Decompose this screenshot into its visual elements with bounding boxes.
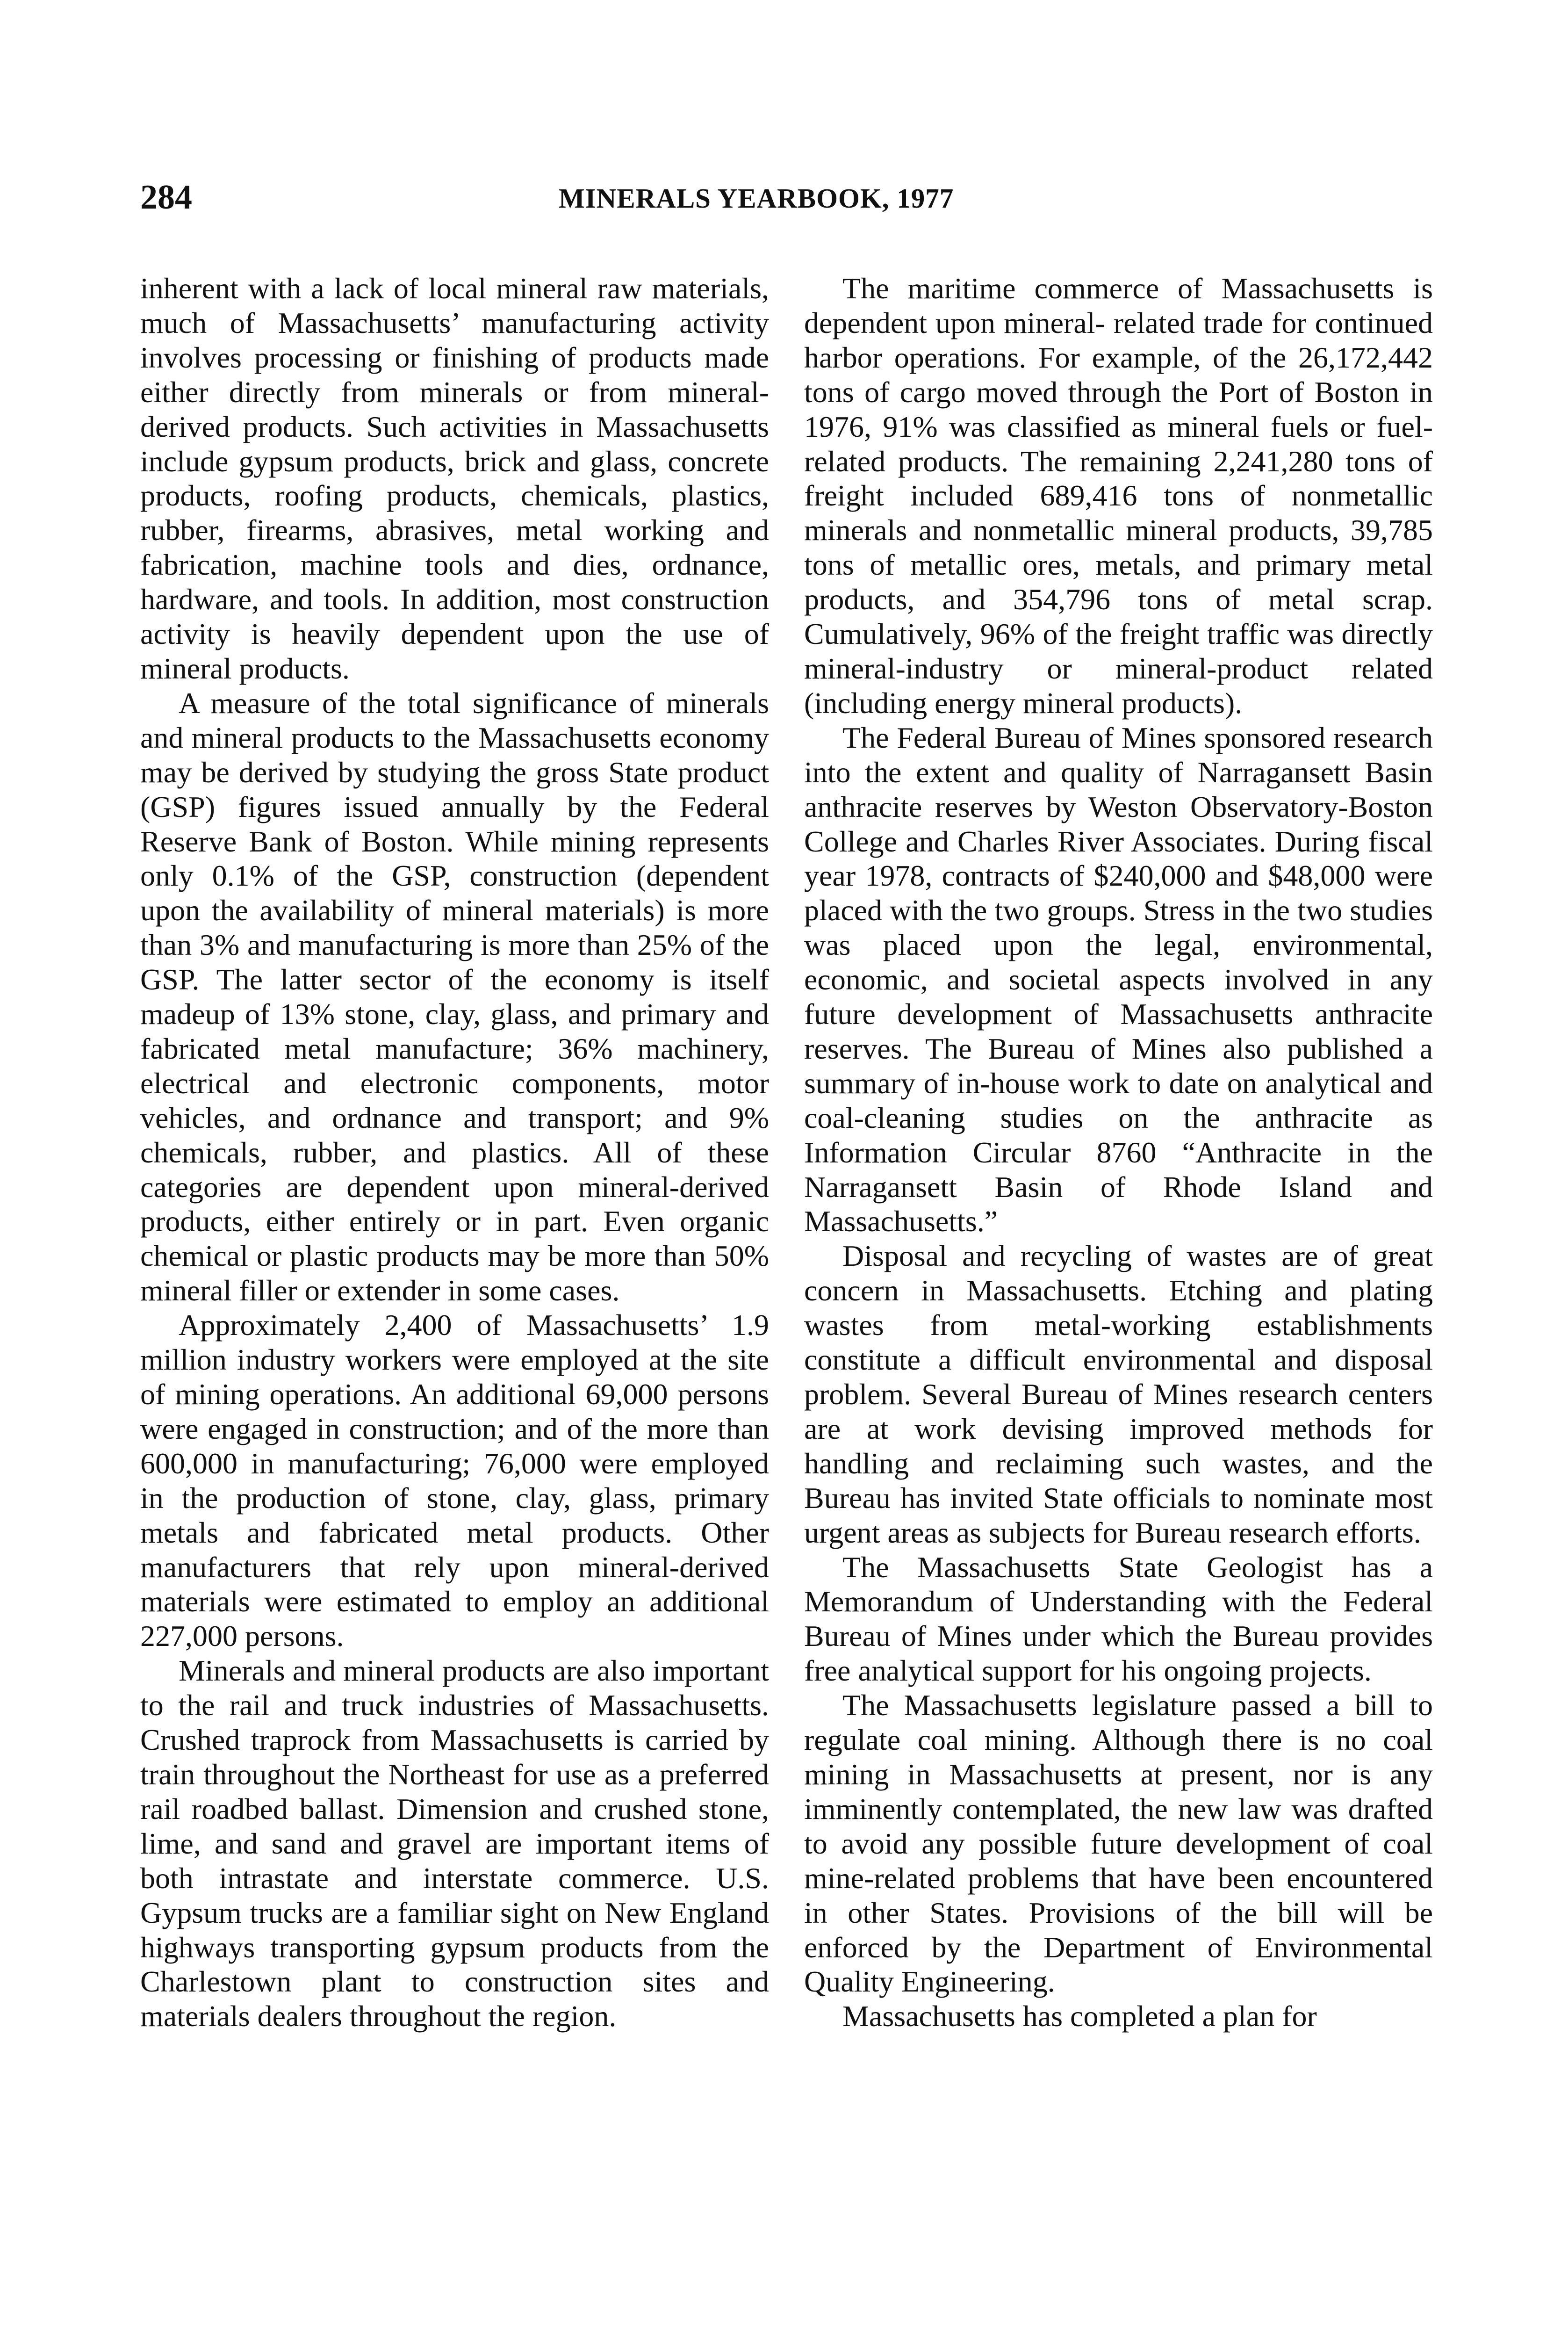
paragraph: A measure of the total significance of minerals and mineral products to the Massachusetts economy may be derived by studying the gross State product (GSP) figures issued annually by the Federal Reserve Bank of Boston. While mining represents only 0.1% of the GSP, construction (dependent upon the availability of mineral materials) is more than 3% and manufacturing is more than 25% of the GSP. The latter sector of the economy is itself madeup of 13% stone, clay, glass, and primary and fabricated metal manufacture; 36% machinery, electrical and electronic components, motor vehicles, and ordnance and transport; and 9% chemicals, rubber, and plastics. All of these categories are dependent upon mineral-derived products, either entirely or in part. Even organic chemical or plastic products may be more than 50% mineral filler or extender in some cases. [140,686,769,1307]
paragraph: Approximately 2,400 of Massachusetts’ 1.9 million industry workers were employed at the site of mining operations. An additional 69,000 persons were engaged in construction; and of the more than 600,000 in manufacturing; 76,000 were employed in the production of stone, clay, glass, primary metals and fabricated metal products. Other manufacturers that rely upon mineral-derived materials were estimated to employ an additional 227,000 persons. [140,1308,769,1653]
paragraph: The maritime commerce of Massachusetts is dependent upon mineral- related trade for continued harbor operations. For example, of the 26,172,442 tons of cargo moved through the Port of Boston in 1976, 91% was classified as mineral fuels or fuel-related products. The remaining 2,241,280 tons of freight included 689,416 tons of nonmetallic minerals and nonmetallic mineral products, 39,785 tons of metallic ores, metals, and primary metal products, and 354,796 tons of metal scrap. Cumulatively, 96% of the freight traffic was directly mineral-industry or mineral-product related (including energy mineral products). [804,272,1433,720]
paragraph: The Federal Bureau of Mines sponsored research into the extent and quality of Narragansett Basin anthracite reserves by Weston Observatory-Boston College and Charles River Associates. During fiscal year 1978, contracts of $240,000 and $48,000 were placed with the two groups. Stress in the two studies was placed upon the legal, environmental, economic, and societal aspects involved in any future development of Massachusetts anthracite reserves. The Bureau of Mines also published a summary of in-house work to date on analytical and coal-cleaning studies on the anthracite as Information Circular 8760 “Anthracite in the Narragansett Basin of Rhode Island and Massachusetts.” [804,721,1433,1238]
paragraph: inherent with a lack of local mineral raw materials, much of Massachusetts’ manufacturing activity involves processing or finishing of products made either directly from minerals or from mineral-derived products. Such activities in Massachusetts include gypsum products, brick and glass, concrete products, roofing products, chemicals, plastics, rubber, firearms, abrasives, metal working and fabrication, machine tools and dies, ordnance, hardware, and tools. In addition, most construction activity is heavily dependent upon the use of mineral products. [140,272,769,685]
right-column [804,271,1433,2034]
running-head: MINERALS YEARBOOK, 1977 [559,183,954,214]
paragraph: Disposal and recycling of wastes are of great concern in Massachusetts. Etching and plating wastes from metal-working establishments constitute a difficult environmental and disposal problem. Several Bureau of Mines research centers are at work devising improved methods for handling and reclaiming such wastes, and the Bureau has invited State officials to nominate most urgent areas as subjects for Bureau research efforts. [804,1239,1433,1549]
paragraph: The Massachusetts legislature passed a bill to regulate coal mining. Although there is no coal mining in Massachusetts at present, nor is any imminently contemplated, the new law was drafted to avoid any possible future development of coal mine-related problems that have been encountered in other States. Provisions of the bill will be enforced by the Department of Environmental Quality Engineering. [804,1689,1433,1999]
paragraph: Minerals and mineral products are also important to the rail and truck industries of Massachusetts. Crushed traprock from Massachusetts is carried by train throughout the Northeast for use as a preferred rail roadbed ballast. Dimension and crushed stone, lime, and sand and gravel are important items of both intrastate and interstate commerce. U.S. Gypsum trucks are a familiar sight on New England highways transporting gypsum products from the Charlestown plant to construction sites and materials dealers throughout the region. [140,1654,769,2033]
left-column [140,271,769,2034]
paragraph: The Massachusetts State Geologist has a Memorandum of Understanding with the Federal Bureau of Mines under which the Bureau provides free analytical support for his ongoing projects. [804,1550,1433,1688]
page-number: 284 [140,178,192,216]
paragraph: Massachusetts has completed a plan for [842,1999,1317,2033]
